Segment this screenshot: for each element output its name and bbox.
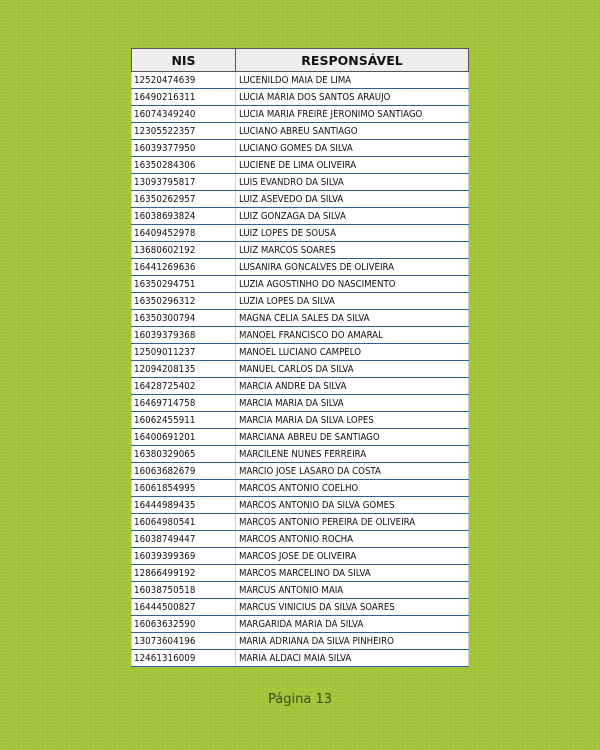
table-row: [132, 514, 469, 531]
page-number: Página 13: [268, 692, 332, 707]
table-row: [132, 174, 469, 191]
responsavel-cell: LUIS EVANDRO DA SILVA: [236, 174, 469, 191]
table-row: [132, 276, 469, 293]
nis-cell: 16350296312: [132, 293, 236, 310]
table-row: [132, 378, 469, 395]
nis-cell: 13073604196: [132, 633, 236, 650]
responsavel-cell: MARCIA ANDRE DA SILVA: [236, 378, 469, 395]
header-responsavel: RESPONSÁVEL: [236, 49, 469, 72]
table-row: [132, 293, 469, 310]
table-row: [132, 480, 469, 497]
responsavel-cell: MARCILENE NUNES FERREIRA: [236, 446, 469, 463]
table-row: [132, 650, 469, 667]
responsavel-cell: MARCOS ANTONIO ROCHA: [236, 531, 469, 548]
responsavel-cell: LUCIA MARIA FREIRE JERONIMO SANTIAGO: [236, 106, 469, 123]
responsavel-cell: MANOEL LUCIANO CAMPELO: [236, 344, 469, 361]
table-row: [132, 565, 469, 582]
table-row: [132, 123, 469, 140]
responsavel-cell: MARIA ADRIANA DA SILVA PINHEIRO: [236, 633, 469, 650]
nis-cell: 16441269636: [132, 259, 236, 276]
nis-cell: 13093795817: [132, 174, 236, 191]
nis-cell: 16469714758: [132, 395, 236, 412]
nis-cell: 16063682679: [132, 463, 236, 480]
nis-cell: 16039379368: [132, 327, 236, 344]
header-nis: NIS: [132, 49, 236, 72]
responsavel-cell: MARCOS ANTONIO COELHO: [236, 480, 469, 497]
table-row: [132, 633, 469, 650]
table-row: [132, 140, 469, 157]
table-row: [132, 616, 469, 633]
nis-cell: 12094208135: [132, 361, 236, 378]
table-row: [132, 548, 469, 565]
table-row: [132, 191, 469, 208]
table-row: [132, 327, 469, 344]
responsavel-cell: LUCIANO GOMES DA SILVA: [236, 140, 469, 157]
table-row: [132, 497, 469, 514]
nis-cell: 16400691201: [132, 429, 236, 446]
table-row: [132, 395, 469, 412]
nis-cell: 12866499192: [132, 565, 236, 582]
nis-cell: 16039377950: [132, 140, 236, 157]
table-row: [132, 429, 469, 446]
nis-cell: 16409452978: [132, 225, 236, 242]
responsavel-cell: LUIZ GONZAGA DA SILVA: [236, 208, 469, 225]
responsavel-cell: LUCIANO ABREU SANTIAGO: [236, 123, 469, 140]
responsavel-cell: MANUEL CARLOS DA SILVA: [236, 361, 469, 378]
table-row: [132, 72, 469, 89]
responsavel-cell: MARCUS ANTONIO MAIA: [236, 582, 469, 599]
nis-cell: 16038750518: [132, 582, 236, 599]
nis-cell: 16444989435: [132, 497, 236, 514]
nis-cell: 12520474639: [132, 72, 236, 89]
responsavel-cell: MARCOS ANTONIO DA SILVA GOMES: [236, 497, 469, 514]
nis-cell: 16444500827: [132, 599, 236, 616]
nis-cell: 13680602192: [132, 242, 236, 259]
nis-cell: 16350294751: [132, 276, 236, 293]
table-row: [132, 344, 469, 361]
responsavel-cell: LUCIENE DE LIMA OLIVEIRA: [236, 157, 469, 174]
nis-cell: 16350262957: [132, 191, 236, 208]
responsavel-cell: LUIZ LOPES DE SOUSA: [236, 225, 469, 242]
nis-cell: 16039399369: [132, 548, 236, 565]
table-row: [132, 361, 469, 378]
responsavel-cell: MARCOS JOSE DE OLIVEIRA: [236, 548, 469, 565]
responsavel-cell: MANOEL FRANCISCO DO AMARAL: [236, 327, 469, 344]
responsavel-cell: MARCIA MARIA DA SILVA: [236, 395, 469, 412]
nis-cell: 12509011237: [132, 344, 236, 361]
table-row: [132, 463, 469, 480]
table-row: [132, 531, 469, 548]
responsavel-cell: MAGNA CELIA SALES DA SILVA: [236, 310, 469, 327]
table-body: [132, 72, 469, 667]
responsavel-cell: MARCIO JOSE LASARO DA COSTA: [236, 463, 469, 480]
nis-cell: 16350284306: [132, 157, 236, 174]
beneficiary-table-container: [131, 48, 469, 667]
nis-cell: 16350300794: [132, 310, 236, 327]
responsavel-cell: MARIA ALDACI MAIA SILVA: [236, 650, 469, 667]
responsavel-cell: MARCIANA ABREU DE SANTIAGO: [236, 429, 469, 446]
responsavel-cell: MARCUS VINICIUS DA SILVA SOARES: [236, 599, 469, 616]
nis-cell: 16490216311: [132, 89, 236, 106]
table-row: [132, 310, 469, 327]
beneficiary-table: [131, 48, 469, 667]
nis-cell: 16038749447: [132, 531, 236, 548]
nis-cell: 16062455911: [132, 412, 236, 429]
table-row: [132, 89, 469, 106]
responsavel-cell: LUZIA LOPES DA SILVA: [236, 293, 469, 310]
table-row: [132, 106, 469, 123]
responsavel-cell: LUCIA MARIA DOS SANTOS ARAUJO: [236, 89, 469, 106]
responsavel-cell: MARCIA MARIA DA SILVA LOPES: [236, 412, 469, 429]
responsavel-cell: LUIZ MARCOS SOARES: [236, 242, 469, 259]
table-row: [132, 446, 469, 463]
table-row: [132, 157, 469, 174]
table-row: [132, 412, 469, 429]
responsavel-cell: MARCOS MARCELINO DA SILVA: [236, 565, 469, 582]
responsavel-cell: MARCOS ANTONIO PEREIRA DE OLIVEIRA: [236, 514, 469, 531]
responsavel-cell: MARGARIDA MARIA DA SILVA: [236, 616, 469, 633]
responsavel-cell: LUSANIRA GONCALVES DE OLIVEIRA: [236, 259, 469, 276]
nis-cell: 12305522357: [132, 123, 236, 140]
nis-cell: 12461316009: [132, 650, 236, 667]
table-row: [132, 259, 469, 276]
table-header-row: [132, 49, 469, 72]
table-row: [132, 582, 469, 599]
nis-cell: 16380329065: [132, 446, 236, 463]
nis-cell: 16061854995: [132, 480, 236, 497]
nis-cell: 16038693824: [132, 208, 236, 225]
table-row: [132, 242, 469, 259]
nis-cell: 16063632590: [132, 616, 236, 633]
nis-cell: 16074349240: [132, 106, 236, 123]
nis-cell: 16064980541: [132, 514, 236, 531]
responsavel-cell: LUZIA AGOSTINHO DO NASCIMENTO: [236, 276, 469, 293]
table-row: [132, 208, 469, 225]
responsavel-cell: LUCENILDO MAIA DE LIMA: [236, 72, 469, 89]
nis-cell: 16428725402: [132, 378, 236, 395]
table-row: [132, 225, 469, 242]
responsavel-cell: LUIZ ASEVEDO DA SILVA: [236, 191, 469, 208]
table-row: [132, 599, 469, 616]
